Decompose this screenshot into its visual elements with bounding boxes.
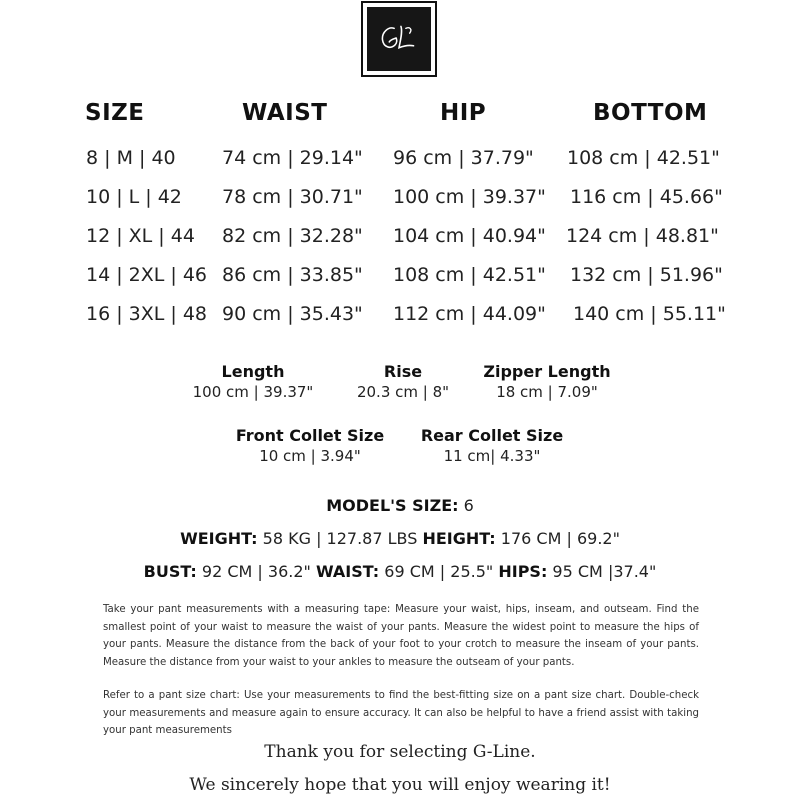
model-size-value: 6 xyxy=(458,496,474,515)
table-cell-size: 12 | XL | 44 xyxy=(86,225,195,247)
table-cell-hip: 96 cm | 37.79" xyxy=(393,147,534,169)
table-cell-waist: 86 cm | 33.85" xyxy=(222,264,363,286)
model-bust-label: BUST: xyxy=(143,562,197,581)
table-cell-size: 16 | 3XL | 48 xyxy=(86,303,208,325)
spec-rise xyxy=(345,362,461,402)
table-cell-hip: 100 cm | 39.37" xyxy=(393,186,546,208)
model-weight-value: 58 KG | 127.87 LBS xyxy=(257,529,423,548)
table-cell-bottom: 132 cm | 51.96" xyxy=(570,264,723,286)
column-header-size: SIZE xyxy=(85,100,145,126)
model-waist-value: 69 CM | 25.5" xyxy=(379,562,499,581)
column-header-waist: WAIST xyxy=(242,100,328,126)
table-cell-waist: 78 cm | 30.71" xyxy=(222,186,363,208)
table-cell-size: 14 | 2XL | 46 xyxy=(86,264,208,286)
table-cell-size: 8 | M | 40 xyxy=(86,147,176,169)
spec-label: Zipper Length xyxy=(483,362,611,381)
spec-value: 18 cm | 7.09" xyxy=(496,383,598,401)
model-size-label: MODEL'S SIZE: xyxy=(326,496,459,515)
spec-label: Rise xyxy=(383,362,423,381)
table-cell-bottom: 140 cm | 55.11" xyxy=(573,303,726,325)
model-hips-value: 95 CM |37.4" xyxy=(547,562,657,581)
spec-label: Rear Collet Size xyxy=(420,426,564,445)
spec-zipper-length xyxy=(476,362,618,402)
table-cell-hip: 104 cm | 40.94" xyxy=(393,225,546,247)
model-bust-value: 92 CM | 36.2" xyxy=(196,562,316,581)
spec-value: 20.3 cm | 8" xyxy=(356,383,450,401)
logo-monogram-icon xyxy=(367,7,431,71)
table-cell-waist: 74 cm | 29.14" xyxy=(222,147,363,169)
column-header-bottom: BOTTOM xyxy=(593,100,708,126)
model-height-value: 176 CM | 69.2" xyxy=(495,529,620,548)
table-cell-bottom: 108 cm | 42.51" xyxy=(567,147,720,169)
table-cell-bottom: 116 cm | 45.66" xyxy=(570,186,723,208)
model-weight-label: WEIGHT: xyxy=(180,529,258,548)
spec-label: Front Collet Size xyxy=(235,426,385,445)
spec-rear-collet xyxy=(412,426,572,466)
spec-front-collet xyxy=(228,426,392,466)
spec-value: 10 cm | 3.94" xyxy=(259,447,361,465)
table-cell-hip: 108 cm | 42.51" xyxy=(393,264,546,286)
closing-thanks: Thank you for selecting G-Line. xyxy=(264,742,536,762)
model-height-label: HEIGHT: xyxy=(422,529,496,548)
table-cell-hip: 112 cm | 44.09" xyxy=(393,303,546,325)
brand-logo xyxy=(361,1,437,77)
table-cell-size: 10 | L | 42 xyxy=(86,186,182,208)
spec-label: Length xyxy=(221,362,285,381)
column-header-hip: HIP xyxy=(440,100,487,126)
spec-value: 100 cm | 39.37" xyxy=(192,383,314,401)
table-cell-bottom: 124 cm | 48.81" xyxy=(566,225,719,247)
model-hips-label: HIPS: xyxy=(498,562,548,581)
model-measurements-line xyxy=(0,562,800,581)
spec-length xyxy=(175,362,331,402)
model-weight-height-line xyxy=(0,529,800,548)
instructions-paragraph: Refer to a pant size chart: Use your measurements to find the best-fitting size on a pant size chart. Double-check your measurements and measure again to ensure accuracy. It can also be helpful to have a friend assist with taking your pant measurements xyxy=(103,690,699,736)
model-size-line xyxy=(0,496,800,515)
instructions-paragraph: Take your pant measurements with a measuring tape: Measure your waist, hips, inseam, and outseam. Find the smallest point of your waist to measure the waist of your pants. Measure the widest point to measure the hips of your pants. Measure the distance from the back of your foot to your crotch to measure the inseam of your pants. Measure the distance from your waist to your ankles to measure the outseam of your pants. xyxy=(103,604,699,668)
model-waist-label: WAIST: xyxy=(315,562,380,581)
table-cell-waist: 82 cm | 32.28" xyxy=(222,225,363,247)
closing-wish: We sincerely hope that you will enjoy wearing it! xyxy=(189,775,611,795)
spec-value: 11 cm| 4.33" xyxy=(443,447,541,465)
table-cell-waist: 90 cm | 35.43" xyxy=(222,303,363,325)
